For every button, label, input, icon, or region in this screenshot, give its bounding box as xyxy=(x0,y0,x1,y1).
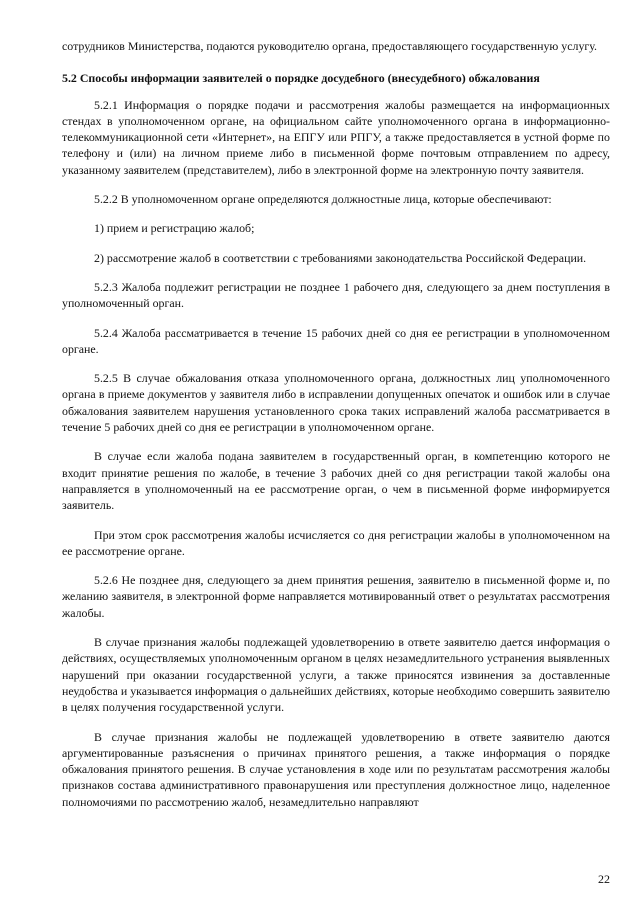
section-title: 5.2 Способы информации заявителей о порядке досудебного (внесудебного) обжалования xyxy=(62,71,540,86)
paragraph-term: При этом срок рассмотрения жалобы исчисляется со дня регистрации жалобы в уполномоченном на ее рассмотрение органе. xyxy=(62,527,610,558)
list-item-1: 1) прием и регистрацию жалоб; xyxy=(94,221,255,236)
paragraph-5-2-3: 5.2.3 Жалоба подлежит регистрации не позднее 1 рабочего дня, следующего за днем поступления в уполномоченный орган. xyxy=(62,279,610,311)
page-number: 22 xyxy=(598,872,610,886)
paragraph-not-satisfied: В случае признания жалобы не подлежащей удовлетворению в ответе заявителю даются аргументированные разъяснения о причинах принятого решения, а также информация о порядке обжалования принятого решения. В случае установления в ходе или по результатам рассмотрения жалобы признаков состава административного правонарушения или преступления должностное лицо, наделенное полномочиями по рассмотрению жалоб, незамедлительно направляют xyxy=(62,729,610,809)
paragraph-5-2-5: 5.2.5 В случае обжалования отказа уполномоченного органа, должностных лиц уполномоченного органа в приеме документов у заявителя либо в исправлении допущенных опечаток и ошибок или в случае обжалования заявителем нарушения установленного срока таких исправлений жалоба рассматривается в течение 5 рабочих дней со дня ее регистрации в уполномоченном органе. xyxy=(62,371,610,435)
paragraph-5-2-1: 5.2.1 Информация о порядке подачи и рассмотрения жалобы размещается на информационных стендах в уполномоченном органе, на официальном сайте уполномоченного органа в информационно-телекоммуникационной сети «Интернет», на ЕПГУ или РПГУ, а также предоставляется в устной форме по телефону и (или) на личном приеме либо в письменной форме почтовым отправлением по адресу, указанному заявителем (представителем), либо в электронной форме на электронную почту заявителя. xyxy=(62,97,610,177)
list-item-2: 2) рассмотрение жалоб в соответствии с требованиями законодательства Российской Федерации. xyxy=(94,250,587,265)
continuation-paragraph: сотрудников Министерства, подаются руководителю органа, предоставляющего государственную услугу. xyxy=(62,39,597,53)
paragraph-5-2-4: 5.2.4 Жалоба рассматривается в течение 15 рабочих дней со дня ее регистрации в уполномоченном органе. xyxy=(62,325,610,356)
paragraph-redirect: В случае если жалоба подана заявителем в государственный орган, в компетенцию которого не входит принятие решения по жалобе, в течение 3 рабочих дней со дня регистрации такой жалобы она направляется в уполномоченный на ее рассмотрение орган, о чем в письменной форме информируется заявитель. xyxy=(62,449,610,513)
paragraph-5-2-2: 5.2.2 В уполномоченном органе определяются должностные лица, которые обеспечивают: xyxy=(94,192,552,207)
paragraph-satisfied: В случае признания жалобы подлежащей удовлетворению в ответе заявителю дается информация о действиях, осуществляемых уполномоченным органом в целях незамедлительного устранения выявленных нарушений при оказании государственной услуги, а также приносятся извинения за доставленные неудобства и указывается информация о дальнейших действиях, которые необходимо совершить заявителю в целях получения государственной услуги. xyxy=(62,635,610,715)
paragraph-5-2-6: 5.2.6 Не позднее дня, следующего за днем принятия решения, заявителю в письменной форме и, по желанию заявителя, в электронной форме направляется мотивированный ответ о результатах рассмотрения жалобы. xyxy=(62,573,610,620)
document-page xyxy=(62,38,610,819)
